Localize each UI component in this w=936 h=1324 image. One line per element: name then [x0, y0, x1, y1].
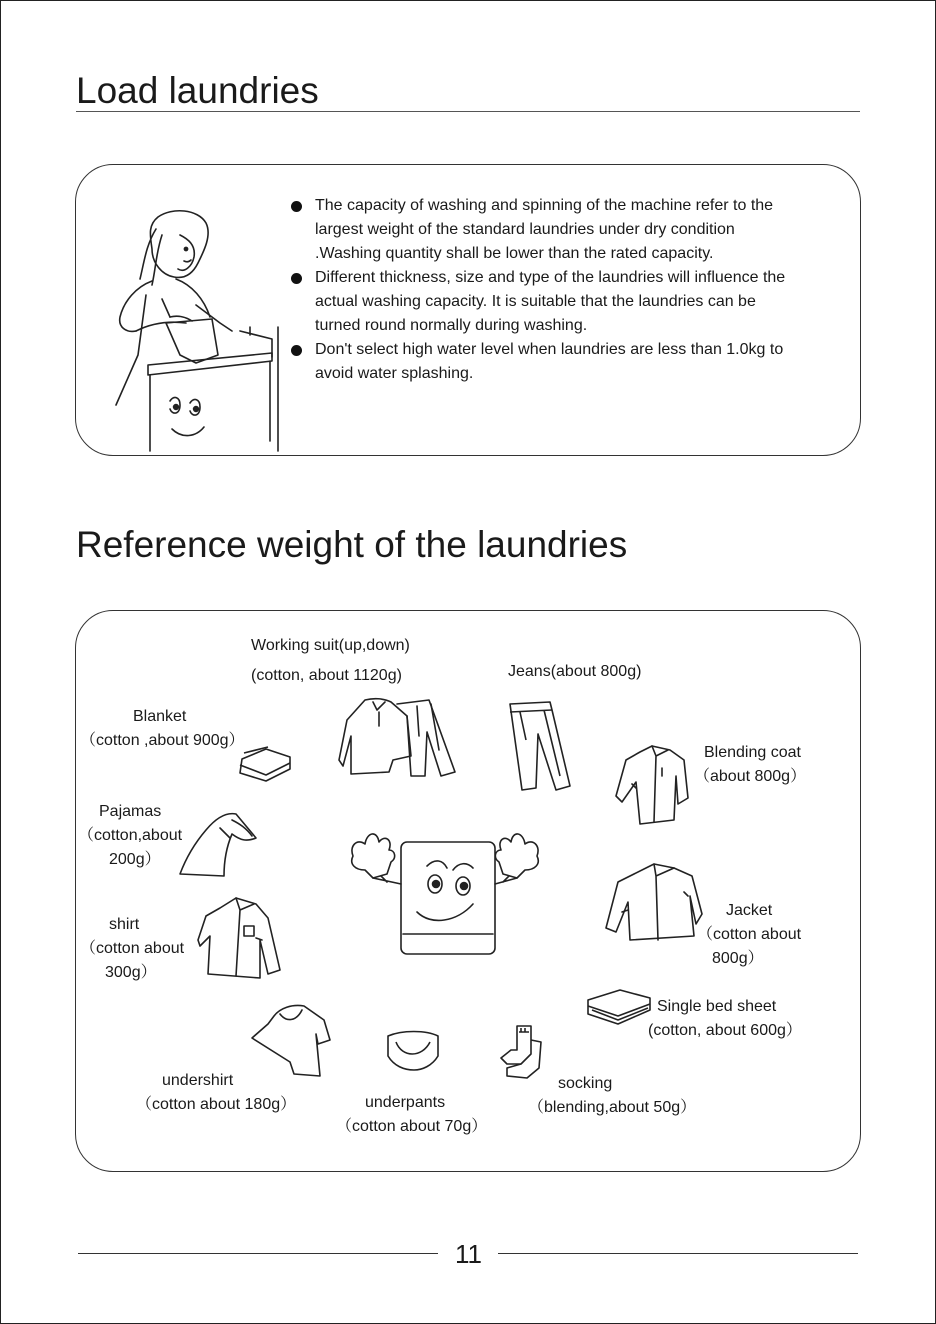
blending-coat-icon	[612, 742, 692, 826]
bullet-water-level	[290, 338, 800, 386]
bullet-capacity	[290, 194, 800, 266]
shirt-icon	[196, 896, 282, 980]
label-blanket-name: Blanket	[133, 708, 187, 725]
woman-loading-washer-illustration	[100, 205, 285, 453]
pajamas-icon	[176, 808, 262, 880]
bullet-text: The capacity of washing and spinning of the machine refer to the largest weight of the standard laundries under dry condition .Washing quantity shall be lower than the rated capacity.	[315, 197, 774, 262]
label-pajamas-weight-1: （cotton,about	[78, 827, 183, 844]
socks-icon	[499, 1024, 545, 1082]
label-shirt-weight-2: 300g）	[105, 964, 157, 981]
bullet-thickness	[290, 266, 800, 338]
washer-mascot-icon	[345, 826, 545, 956]
bullet-text: Different thickness, size and type of the laundries will influence the actual washing capacity. It is suitable that the laundries can be turned round normally during washing.	[315, 269, 786, 334]
label-blending-coat-weight: （about 800g）	[694, 768, 807, 785]
bullet-dot-icon	[291, 201, 302, 212]
label-underpants-weight: （cotton about 70g）	[336, 1118, 488, 1135]
page-number: 11	[455, 1239, 482, 1269]
jeans-icon	[506, 700, 574, 792]
label-undershirt-name: undershirt	[162, 1072, 234, 1089]
label-working-suit-weight: (cotton, about 1120g)	[251, 667, 402, 684]
label-blanket-weight: （cotton ,about 900g）	[80, 732, 245, 749]
label-blending-coat-name: Blending coat	[704, 744, 801, 761]
label-pajamas-name: Pajamas	[99, 803, 162, 820]
underpants-icon	[384, 1028, 442, 1072]
label-undershirt-weight: （cotton about 180g）	[136, 1096, 297, 1113]
label-jacket-name: Jacket	[726, 902, 773, 919]
title-underline	[76, 111, 860, 112]
label-bed-sheet-name: Single bed sheet	[657, 998, 777, 1015]
label-jacket-weight-2: 800g）	[712, 950, 764, 967]
label-working-suit-name: Working suit(up,down)	[251, 637, 410, 654]
section-title-reference-weight: Reference weight of the laundries	[76, 524, 628, 565]
bullet-dot-icon	[291, 345, 302, 356]
bullet-dot-icon	[291, 273, 302, 284]
label-shirt-name: shirt	[109, 916, 140, 933]
label-jacket-weight-1: （cotton about	[697, 926, 802, 943]
footer-line-right	[498, 1253, 858, 1254]
bed-sheet-icon	[584, 988, 654, 1028]
label-shirt-weight-1: （cotton about	[80, 940, 185, 957]
footer-line-left	[78, 1253, 438, 1254]
working-suit-icon	[337, 696, 459, 780]
bullet-text: Don't select high water level when laundries are less than 1.0kg to avoid water splashing.	[315, 341, 784, 382]
label-socking-weight: （blending,about 50g）	[528, 1099, 697, 1116]
label-bed-sheet-weight: (cotton, about 600g）	[648, 1022, 802, 1039]
label-underpants-name: underpants	[365, 1094, 446, 1111]
load-instructions-list	[290, 194, 800, 386]
label-pajamas-weight-2: 200g）	[109, 851, 161, 868]
jacket-icon	[604, 862, 704, 942]
label-jeans: Jeans(about 800g)	[508, 663, 642, 680]
label-socking-name: socking	[558, 1075, 613, 1092]
section-title-load-laundries: Load laundries	[76, 70, 319, 111]
undershirt-icon	[250, 1000, 332, 1078]
blanket-icon	[236, 745, 294, 787]
